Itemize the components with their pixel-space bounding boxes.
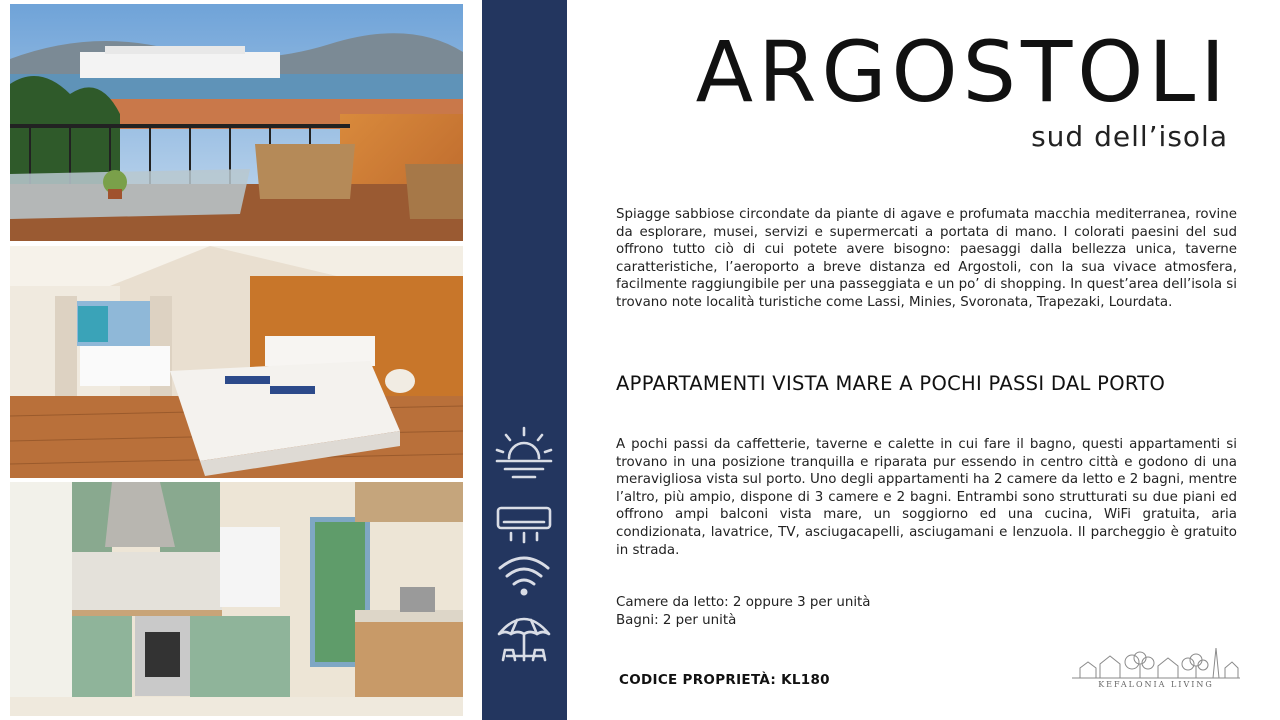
section-heading: APPARTAMENTI VISTA MARE A POCHI PASSI DAL PORTO [616,372,1166,395]
wifi-icon [493,548,555,606]
page-title: ARGOSTOLI [695,23,1230,121]
amenity-band [482,0,567,720]
property-code: CODICE PROPRIETÀ: KL180 [619,672,830,688]
sunset-icon [493,424,555,482]
bathrooms-spec: Bagni: 2 per unità [616,613,737,628]
bedroom-photo [10,246,463,478]
air-conditioner-icon [493,496,555,554]
bedrooms-spec: Camere da letto: 2 oppure 3 per unità [616,595,871,610]
beach-umbrella-icon [493,608,555,666]
logo-text: KEFALONIA LIVING [1098,680,1214,689]
harbor-balcony-photo [10,4,463,241]
kitchen-photo [10,482,463,716]
intro-paragraph: Spiagge sabbiose circondate da piante di agave e profumata macchia mediterranea, rovine da esplorare, musei, servizi e supermercati a portata di mano. I colorati paesini del sud offrono tutto ciò di cui potete avere bisogno: paesaggi dalla bellezza unica, taverne caratteristiche, l’aeroporto a breve distanza ed Argostoli, con la sua vivace atmosfera, facilmente raggiungibile per una passeggiata e un po’ di shopping. In quest’area dell’isola si trovano note località turistiche come Lassi, Minies, Svoronata, Trapezaki, Lourdata. [616,207,1237,310]
page-subtitle: sud dell’isola [1031,120,1228,153]
description-paragraph: A pochi passi da caffetterie, taverne e calette in cui fare il bagno, questi appartamenti si trovano in una posizione tranquilla e riparata pur essendo in centro città e godono di una meravigliosa vista sul porto. Uno degli appartamenti ha 2 camere da letto e 2 bagni, mentre l’altro, più ampio, dispone di 3 camere e 2 bagni. Entrambi sono strutturati su due piani ed offrono ampi balconi vista mare, un soggiorno ed una cucina, WiFi gratuita, aria condizionata, lavatrice, TV, asciugacapelli, asciugamani e lenzuola. Il parcheggio è gratuito in strada. [616,437,1237,558]
